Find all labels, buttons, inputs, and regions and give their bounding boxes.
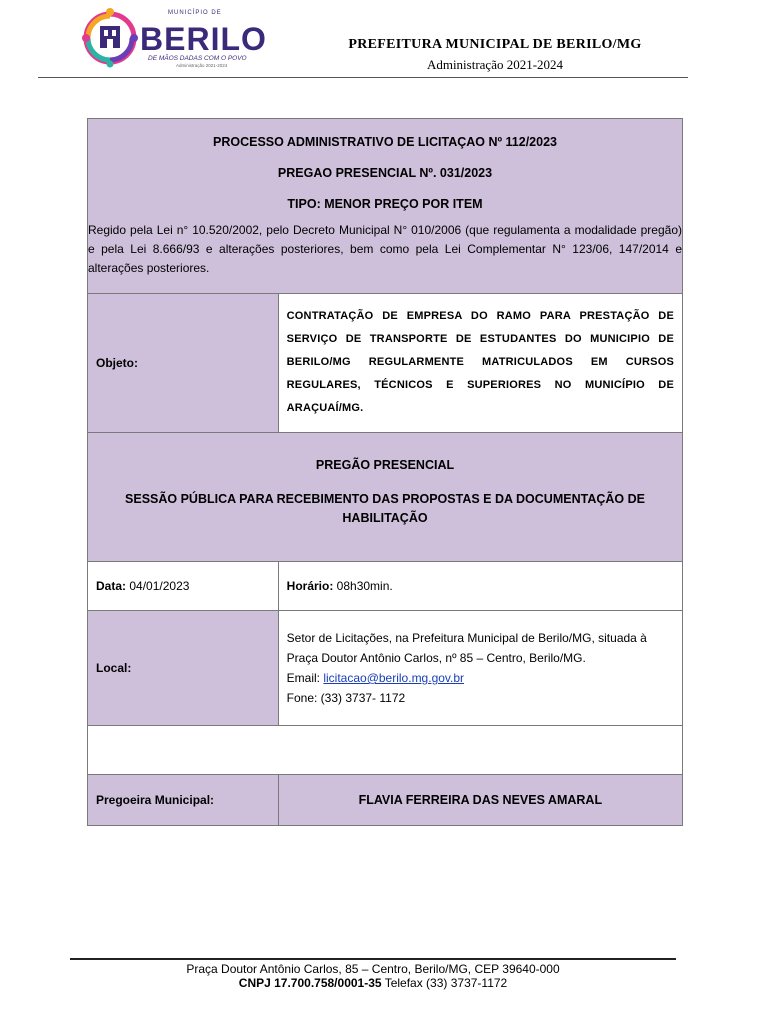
- footer-divider: [70, 958, 676, 960]
- header-divider: [38, 77, 688, 78]
- date-label: Data:: [96, 579, 127, 593]
- footer-cnpj: CNPJ 17.700.758/0001-35: [238, 976, 382, 990]
- local-label: Local:: [88, 611, 279, 726]
- logo-wordmark: BERILO: [140, 21, 267, 57]
- header-subtitle: Administração 2021-2024: [426, 57, 564, 72]
- process-row: [88, 119, 683, 294]
- notice-table: [87, 118, 683, 826]
- legal-basis-text: Regido pela Lei n° 10.520/2002, pelo Decreto Municipal N° 010/2006 (que regulamenta a modalidade pregão) e pela Lei 8.666/93 e alterações posteriores, bem como pela Lei Complementar N° 123/06, 147/2014 e alterações posteriores.: [88, 222, 682, 275]
- date-cell: [88, 562, 279, 611]
- time-cell: [278, 562, 682, 611]
- objeto-text: CONTRATAÇÃO DE EMPRESA DO RAMO PARA PRESTAÇÃO DE SERVIÇO DE TRANSPORTE DE ESTUDANTES DO MUNICIPIO DE BERILO/MG REGULARMENTE MATRICULADOS EM CURSOS REGULARES, TÉCNICOS E SUPERIORES NO MUNICÍPIO DE ARAÇUAÍ/MG.: [278, 294, 682, 433]
- date-value: 04/01/2023: [129, 579, 190, 593]
- session-row: [88, 433, 683, 562]
- municipal-logo-icon: [80, 8, 142, 68]
- session-title: PREGÃO PRESENCIAL: [315, 458, 455, 472]
- process-header-cell: [88, 119, 683, 294]
- local-cell: [278, 611, 682, 726]
- pregao-number: PREGAO PRESENCIAL Nº. 031/2023: [277, 165, 493, 180]
- municipal-logo: [80, 8, 267, 68]
- local-address: Setor de Licitações, na Prefeitura Municipal de Berilo/MG, situada à Praça Doutor Antônio Carlos, nº 85 – Centro, Berilo/MG.: [286, 631, 647, 665]
- email-link[interactable]: licitacao@berilo.mg.gov.br: [323, 671, 465, 685]
- time-label: Horário:: [286, 579, 334, 593]
- pregoeira-row: [88, 775, 683, 826]
- email-label: Email:: [286, 671, 320, 685]
- logo-small-text: MUNICÍPIO DE: [168, 10, 222, 16]
- tipo-label: TIPO: MENOR PREÇO POR ITEM: [287, 196, 483, 211]
- footer-address: Praça Doutor Antônio Carlos, 85 – Centro, Berilo/MG, CEP 39640-000: [186, 962, 560, 976]
- objeto-label: Objeto:: [88, 294, 279, 433]
- logo-administration: Administração 2021-2024: [176, 63, 228, 68]
- pregoeira-name: FLAVIA FERREIRA DAS NEVES AMARAL: [278, 775, 682, 826]
- empty-row: [88, 726, 683, 775]
- process-number: PROCESSO ADMINISTRATIVO DE LICITAÇAO Nº 112/2023: [213, 134, 557, 149]
- local-email-line: [287, 668, 674, 688]
- time-value: 08h30min.: [336, 579, 393, 593]
- session-subtitle: SESSÃO PÚBLICA PARA RECEBIMENTO DAS PROPOSTAS E DA DOCUMENTAÇÃO DE HABILITAÇÃO: [125, 492, 645, 525]
- logo-slogan: DE MÃOS DADAS COM O POVO: [148, 55, 247, 62]
- footer-telefax: Telefax (33) 3737-1172: [384, 976, 508, 990]
- schedule-row: [88, 562, 683, 611]
- empty-cell: [88, 726, 683, 775]
- objeto-row: [88, 294, 683, 433]
- local-row: [88, 611, 683, 726]
- pregoeira-label: Pregoeira Municipal:: [88, 775, 279, 826]
- header-title: PREFEITURA MUNICIPAL DE BERILO/MG: [348, 37, 642, 52]
- session-cell: [88, 433, 683, 562]
- footer-contacts: [70, 976, 676, 990]
- local-phone: Fone: (33) 3737- 1172: [286, 691, 406, 705]
